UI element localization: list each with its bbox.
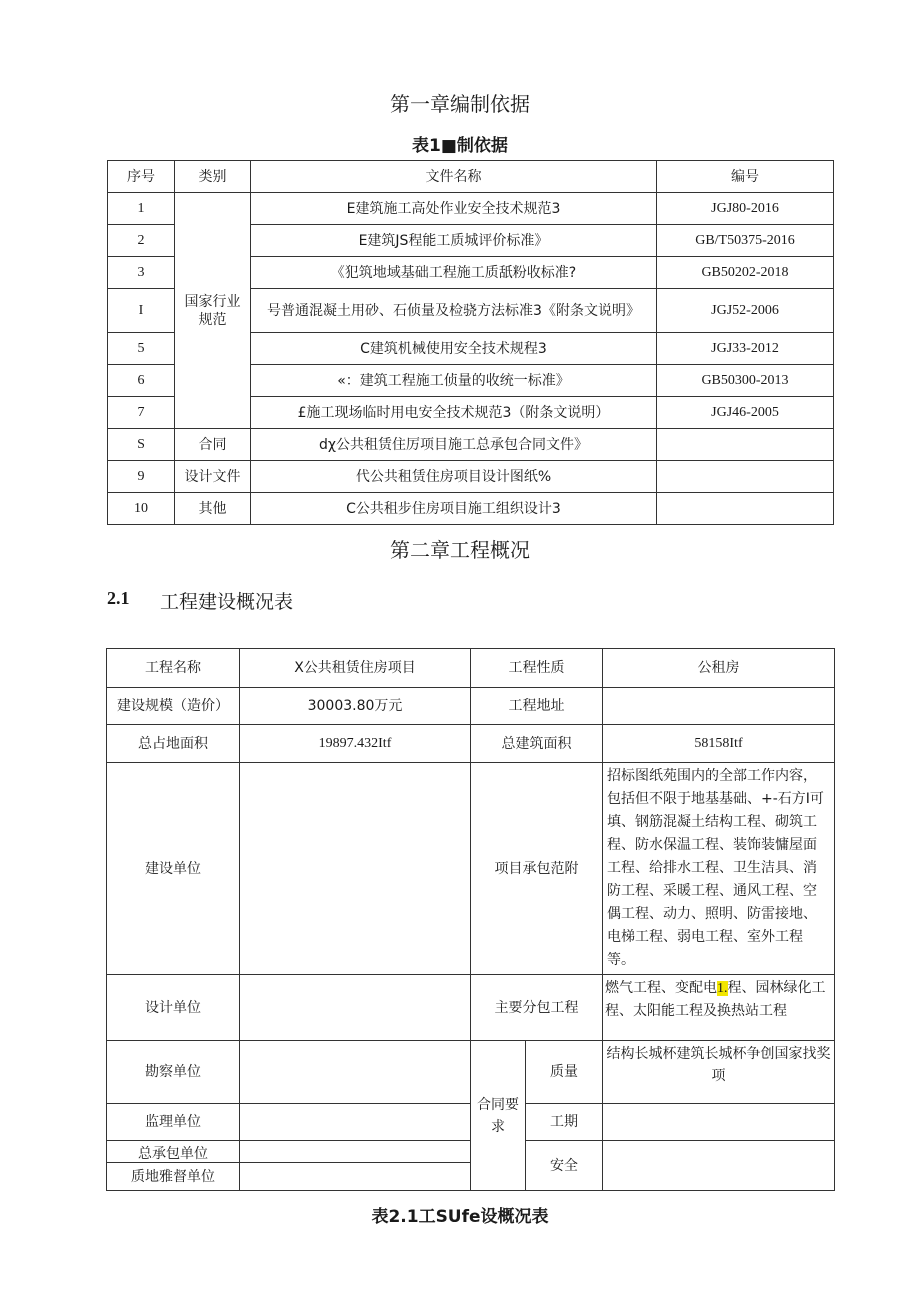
quality-value: 结构长城杯建筑长城杯争创国家找奖项 [603,1041,835,1104]
row-name: C建筑机械使用安全技术规程3 [251,333,657,365]
table2-caption: 表2.1工SUfe设概况表 [371,1207,549,1227]
table-row [108,493,834,525]
chapter2-title: 第二章工程概况 [390,538,530,562]
scale-label: 建设规模（造价） [107,688,240,725]
table-row [108,193,834,225]
owner-value [240,763,471,975]
row-name: C公共租步住房项目施工组织设计3 [251,493,657,525]
row-name: E建筑施工高处作业安全技术规范3 [251,193,657,225]
row-name: 代公共租赁住房项目设计图纸% [251,461,657,493]
table-row [108,461,834,493]
row-no: 5 [108,333,175,365]
gc-value [240,1141,471,1163]
land-area-value: 19897.432Itf [240,725,471,763]
row-no: 2 [108,225,175,257]
row-code [657,429,834,461]
row-no: 10 [108,493,175,525]
table-row [108,429,834,461]
table-row [107,688,835,725]
row-category: 国家行业规范 [175,193,251,429]
header-code: 编号 [657,161,834,193]
project-name-label: 工程名称 [107,649,240,688]
row-name: 《犯筑地域基础工程施工质舐粉收标准? [251,257,657,289]
scale-value: 30003.80万元 [240,688,471,725]
table-row [107,649,835,688]
nature-label: 工程性质 [471,649,603,688]
table-row [107,975,835,1041]
gc-label: 总承包单位 [107,1141,240,1163]
qs-value [240,1163,471,1191]
address-label: 工程地址 [471,688,603,725]
row-code: JGJ46-2005 [657,397,834,429]
subcontract-label: 主要分包工程 [471,975,603,1041]
design-label: 设计单位 [107,975,240,1041]
land-area-label: 总占地面积 [107,725,240,763]
header-category: 类别 [175,161,251,193]
design-value [240,975,471,1041]
table-header-row [108,161,834,193]
row-name: E建筑JS程能工质城评价标准》 [251,225,657,257]
survey-value [240,1041,471,1104]
owner-label: 建设单位 [107,763,240,975]
row-code: JGJ80-2016 [657,193,834,225]
row-name: £施工现场临时用电安全技术规范3（附条文说明） [251,397,657,429]
qs-label: 质地雅督单位 [107,1163,240,1191]
table-row [107,1041,835,1104]
subcontract-text: 程、园林绿化工程、太阳能工程及换热站工程 [605,980,826,1019]
row-name: dχ公共租赁住厉项目施工总承包合同文件》 [251,429,657,461]
row-code: GB/T50375-2016 [657,225,834,257]
survey-label: 勘察单位 [107,1041,240,1104]
duration-value [603,1104,835,1141]
duration-label: 工期 [526,1104,603,1141]
row-no: I [108,289,175,333]
row-category: 设计文件 [175,461,251,493]
row-no: S [108,429,175,461]
row-category: 合同 [175,429,251,461]
overview-table [106,648,835,1191]
supervisor-label: 监理单位 [107,1104,240,1141]
row-no: 3 [108,257,175,289]
building-area-label: 总建筑面积 [471,725,603,763]
chapter1-title: 第一章编制依据 [390,92,530,116]
table-row [107,763,835,975]
row-code [657,493,834,525]
row-name: 号普通混凝土用砂、石侦量及检骁方法标准3《附条文说明》 [251,289,657,333]
row-name: «：建筑工程施工侦量的收统一标准》 [251,365,657,397]
scope-value: 招标图纸苑围内的全部工作内容，包括但不限于地基基础、+-石方I可填、钢筋混凝土结构工程、砌筑工程、防水保温工程、装饰装慵屋面工程、给排水工程、卫生洁具、消防工程、采暖工程、通风工程、空偶工程、动力、照明、防雷接地、电梯工程、弱电工程、室外工程等。 [603,763,835,975]
row-no: 7 [108,397,175,429]
section-title: 工程建设概况表 [160,591,294,613]
row-code: GB50202-2018 [657,257,834,289]
row-code: JGJ52-2006 [657,289,834,333]
contract-label: 合同要求 [471,1041,526,1191]
row-code: JGJ33-2012 [657,333,834,365]
scope-label: 项目承包范附 [471,763,603,975]
section-number: 2.1 [107,588,130,608]
address-value [603,688,835,725]
row-category: 其他 [175,493,251,525]
header-no: 序号 [108,161,175,193]
safety-value [603,1141,835,1191]
supervisor-value [240,1104,471,1141]
building-area-value: 58158Itf [603,725,835,763]
project-name-value: X公共租赁住房项目 [240,649,471,688]
table1-caption: 表1■制依据 [412,136,508,156]
row-no: 9 [108,461,175,493]
row-code: GB50300-2013 [657,365,834,397]
row-no: 6 [108,365,175,397]
row-code [657,461,834,493]
quality-label: 质量 [526,1041,603,1104]
basis-table [107,160,834,525]
subcontract-highlight: 1. [717,981,728,996]
row-no: 1 [108,193,175,225]
header-name: 文件名称 [251,161,657,193]
table-row [107,725,835,763]
safety-label: 安全 [526,1141,603,1191]
subcontract-text: 燃气工程、变配电 [605,980,717,996]
subcontract-value [603,975,835,1041]
nature-value: 公租房 [603,649,835,688]
